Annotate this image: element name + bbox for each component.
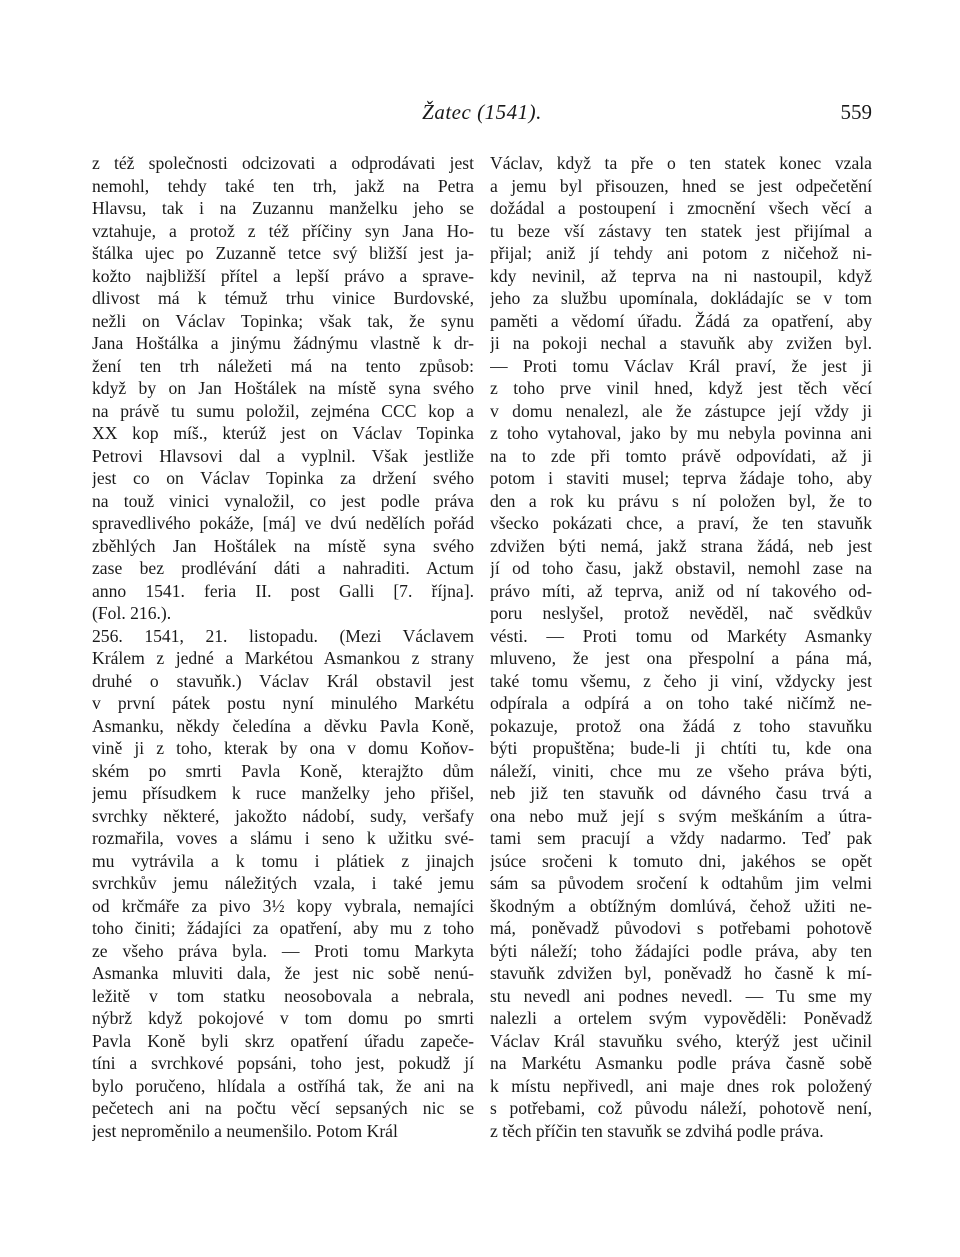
text-line: z toho vytahoval, jako by mu nebyla povinna ani [490,423,872,443]
text-line: ském po smrti Pavla Koně, kterajžto dům [92,760,474,781]
text-line: náleží, viniti, chce mu ze všeho práva býti, [490,760,872,781]
text-line: 256. 1541, 21. listopadu. (Mezi Václavem [92,625,474,646]
text-line: dlivost má k témuž trhu vinice Burdovské, [92,288,474,308]
text-line: z též společnosti odcizovati a odprodávati jest [92,153,474,173]
text-line: od krčmáře za pivo 3½ kopy vybrala, nemajíci [92,895,474,916]
text-line: nýbrž když pokojové v tom domu po smrti [92,1008,474,1028]
text-line: stavuňk zdvižen byl, poněvadž ho časně k mí- [490,963,872,983]
text-line: druhé o stavuňk.) Václav Král obstavil jest [92,670,474,691]
text-line: pečetech ani na počtu věcí sepsaných nic se [92,1098,474,1118]
text-line: kdy nevinil, až teprva na ni nastoupil, když [490,265,872,286]
text-line: ležitě v tom statku neosobovala a nebrala, [92,985,474,1006]
running-header [92,100,872,134]
text-line: s potřebami, což původu náleží, pohotově není, [490,1098,872,1118]
text-line: mluveno, že jest ona přespolní a pána má, [490,648,872,668]
text-line: zase bez prodlévání dáti a nahraditi. Actum [92,558,474,578]
text-line: z toho prve vinil hned, když jest těch věcí [490,378,872,398]
text-line: vésti. — Proti tomu od Markéty Asmanky [490,625,872,646]
left-text-column [92,152,474,1142]
text-line: když by on Jan Hoštálek na místě syna svého [92,378,474,398]
text-line: stu nevedl ani podnes nevedl. — Tu sme my [490,985,872,1006]
text-line: odpírala a odpírá a on toho také ničímž ne- [490,693,872,713]
text-line: poru neslyšel, protož nevěděl, nač svědkův [490,603,872,623]
text-line: vině ji z toho, kterak by ona v domu Koňov- [92,738,474,758]
text-line: den a rok ku právu s ní položen byl, že to [490,490,872,511]
text-line: Hlavsu, tak i na Zuzannu manželku jeho se [92,198,474,218]
text-line: nemohl, tehdy také ten trh, jakž na Petra [92,175,474,196]
text-line: spravedlivého pokáže, [má] ve dvú nedělích pořád [92,513,474,533]
text-line: anno 1541. feria II. post Galli [7. října]. [92,580,474,601]
text-line: pokazuje, protož ona žádá z toho stavuňku [490,715,872,736]
text-line: (Fol. 216.). [92,603,172,623]
text-line: Pavla Koně byli skrz opatření úřadu zapeče- [92,1030,474,1051]
text-line: ze všeho práva byla. — Proti tomu Markyta [92,940,474,961]
text-line: ona nebo muž její s svým meškáním a útra- [490,805,872,826]
text-line: zběhlých Jan Hoštálek na místě syna svého [92,535,474,556]
text-line: XX kop míš., kterúž jest on Václav Topinka [92,423,474,443]
text-line: bylo poručeno, hlídala a ostříhá tak, že ani na [92,1075,474,1096]
page-number: 559 [840,100,872,124]
text-line: tami sem pracují a vždy nadarmo. Teď pak [490,828,872,848]
text-line: jsúce sročeni k tomuto dni, jakéhos se opět [490,850,872,871]
text-line: Králem z jedné a Markétou Asmankou z strany [92,648,474,668]
text-line: na právě tu sumu položil, zejména CCC kop a [92,400,474,421]
text-line: a jemu byl přisouzen, hned se jest odpečetění [490,175,872,196]
text-line: jí od toho času, jakž obstavil, nemohl zase na [490,558,872,578]
text-line: jest co on Václav Topinka za držení svého [92,468,474,488]
text-line: štálka ujec po Zuzanně tetce svý bližší jest ja- [92,243,474,263]
text-line: má, poněvadž původovi s potřebami pohotově [490,918,872,938]
running-title: Žatec (1541). [422,100,542,124]
text-line: paměti a vědomí úřadu. Žádá za opatření, aby [490,310,872,331]
text-line: Václav, když ta pře o ten statek konec vzala [490,153,872,173]
text-line: přijal; aniž jí tehdy ani potom z ničehož ni- [490,243,872,263]
text-line: svrchkův jemu náležitých vzala, i také jemu [92,873,474,893]
text-line: tíni a svrchkové popsáni, toho jest, pokudž jí [92,1053,474,1073]
text-line: zdvižen býti nemá, jakž strana žádá, neb jest [490,535,872,556]
text-line: k místu nepřivedl, ani maje dnes rok položený [490,1075,872,1096]
text-line: na to zde při tomto právě odpovídati, až ji [490,445,872,466]
text-line: Asmanka mluviti dala, že jest nic sobě nenú- [92,963,474,983]
text-line: tu beze vší zástavy ten statek jest přijímal a [490,220,872,241]
text-line: nežli on Václav Topinka; však tak, že synu [92,310,474,331]
text-line: vztahuje, a protož z též příčiny syn Jana Ho- [92,220,474,241]
text-line: také tomu všemu, z čeho ji viní, vždycky jest [490,670,872,691]
text-line: na touž vinici vynaložil, co jest podle práva [92,490,474,511]
text-line: na Markétu Asmanku podle práva časně sobě [490,1053,872,1073]
text-line: jeho za službu upomínala, dokládajíc se v tom [490,288,872,308]
text-line: právo míti, až teprva, aniž od ní takového od- [490,580,872,601]
text-line: Václav Král stavuňku svého, kterýž jest učinil [490,1030,872,1051]
text-line: Petrovi Hlavsovi dal a vyplnil. Však jestliže [92,445,474,466]
text-line: nalezli a ortelem svým vypověděli: Poněvadž [490,1008,872,1028]
text-line: potom i staviti musel; teprva žádaje toho, aby [490,468,872,488]
text-line: v první pátek postu nyní minulého Markétu [92,693,474,713]
text-line: jest neproměnilo a neumenšilo. Potom Král [92,1120,398,1141]
text-line: Jana Hoštálka a jinýmu žádnýmu vlastně k dr- [92,333,474,353]
text-line: sám sa původem sročení k odtahům jim velmi [490,873,872,893]
text-line: mu vytrávila a k tomu i plátiek z jinajch [92,850,474,871]
text-line: žení ten trh náležeti má na tento způsob: [92,355,474,376]
text-line: kožto najbližší přítel a lepší právo a sprave- [92,265,474,286]
text-line: dožádal a postoupení i zmocnění všech věcí a [490,198,872,218]
text-line: toho činiti; žádajíci za opatření, aby mu z toho [92,918,474,938]
text-line: škodným a obtížným domlúvá, čehož užiti ne- [490,895,872,916]
text-line: býti náleží; toho žádajíci podle práva, aby ten [490,940,872,961]
text-line: všecko pokázati chce, a praví, že ten stavuňk [490,513,872,533]
text-line: — Proti tomu Václav Král praví, že jest ji [490,355,872,376]
text-line: jemu přísudkem k ruce manželky jeho přišel, [92,783,474,803]
text-line: býti propuštěna; bude-li ji chtíti tu, kde ona [490,738,872,758]
text-line: neb již ten stavuňk od dávného času trvá a [490,783,872,803]
text-line: z těch příčin ten stavuňk se zdvihá podle práva. [490,1120,824,1141]
right-text-column [490,152,872,1142]
text-line: v domu nenalezl, ale že zástupce její vždy ji [490,400,872,421]
text-line: ji na pokoji nechal a stavuňk aby zvižen byl. [490,333,872,353]
text-line: Asmanku, někdy čeledína a děvku Pavla Koně, [92,715,474,736]
text-line: rozmařila, voves a slámu i seno k užitku své- [92,828,474,848]
text-line: svrchky některé, jakožto nádobí, sudy, veršafy [92,805,474,826]
